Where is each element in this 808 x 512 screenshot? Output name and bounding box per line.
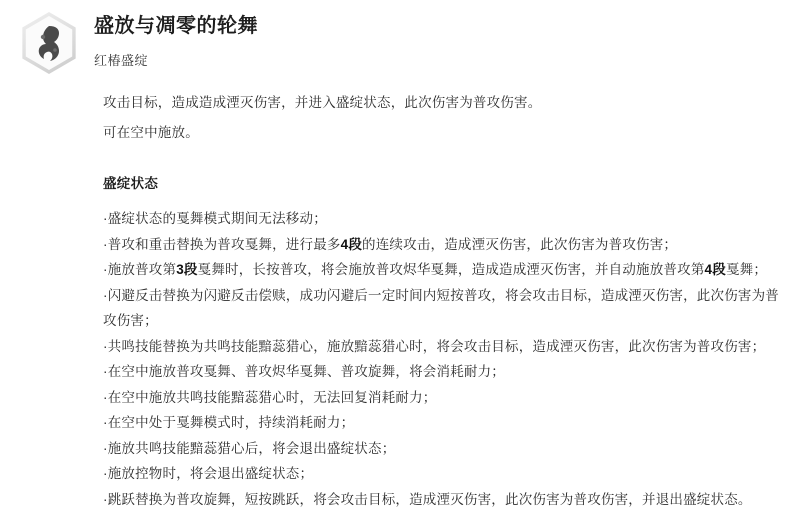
title-block bbox=[94, 10, 258, 69]
description-line-1: 攻击目标，造成造成湮灭伤害，并进入盛绽状态，此次伤害为普攻伤害。 bbox=[103, 90, 784, 116]
list-item: ·共鸣技能替换为共鸣技能黯蕊猎心，施放黯蕊猎心时，将会攻击目标，造成湮灭伤害，此次伤害为普攻伤害； bbox=[103, 334, 784, 360]
list-item: ·盛绽状态的戛舞模式期间无法移动； bbox=[103, 206, 784, 232]
skill-subtitle: 红椿盛绽 bbox=[94, 50, 258, 69]
list-item: ·普攻和重击替换为普攻戛舞，进行最多4段的连续攻击，造成湮灭伤害，此次伤害为普攻伤害； bbox=[103, 232, 784, 258]
list-item: ·施放普攻第3段戛舞时，长按普攻，将会施放普攻烬华戛舞，造成造成湮灭伤害，并自动施放普攻第4段戛舞； bbox=[103, 257, 784, 283]
skill-body bbox=[14, 90, 794, 512]
list-item: ·跳跃替换为普攻旋舞，短按跳跃，将会攻击目标，造成湮灭伤害，此次伤害为普攻伤害，并退出盛绽状态。 bbox=[103, 487, 784, 512]
list-item: ·在空中施放共鸣技能黯蕊猎心时，无法回复消耗耐力； bbox=[103, 385, 784, 411]
skill-header bbox=[14, 10, 794, 74]
list-item: ·施放共鸣技能黯蕊猎心后，将会退出盛绽状态； bbox=[103, 436, 784, 462]
state-heading: 盛绽状态 bbox=[103, 172, 784, 192]
icon-glyph bbox=[18, 12, 80, 74]
list-item: ·施放控物时，将会退出盛绽状态； bbox=[103, 461, 784, 487]
skill-title: 盛放与凋零的轮舞 bbox=[94, 14, 258, 38]
list-item: ·在空中处于戛舞模式时，持续消耗耐力； bbox=[103, 410, 784, 436]
state-bullet-list bbox=[103, 206, 784, 512]
skill-hexagon-icon bbox=[18, 12, 80, 74]
description-line-2: 可在空中施放。 bbox=[103, 120, 784, 146]
list-item: ·在空中施放普攻戛舞、普攻烬华戛舞、普攻旋舞，将会消耗耐力； bbox=[103, 359, 784, 385]
list-item: ·闪避反击替换为闪避反击偿赎，成功闪避后一定时间内短按普攻，将会攻击目标，造成湮灭伤害，此次伤害为普攻伤害； bbox=[103, 283, 784, 334]
